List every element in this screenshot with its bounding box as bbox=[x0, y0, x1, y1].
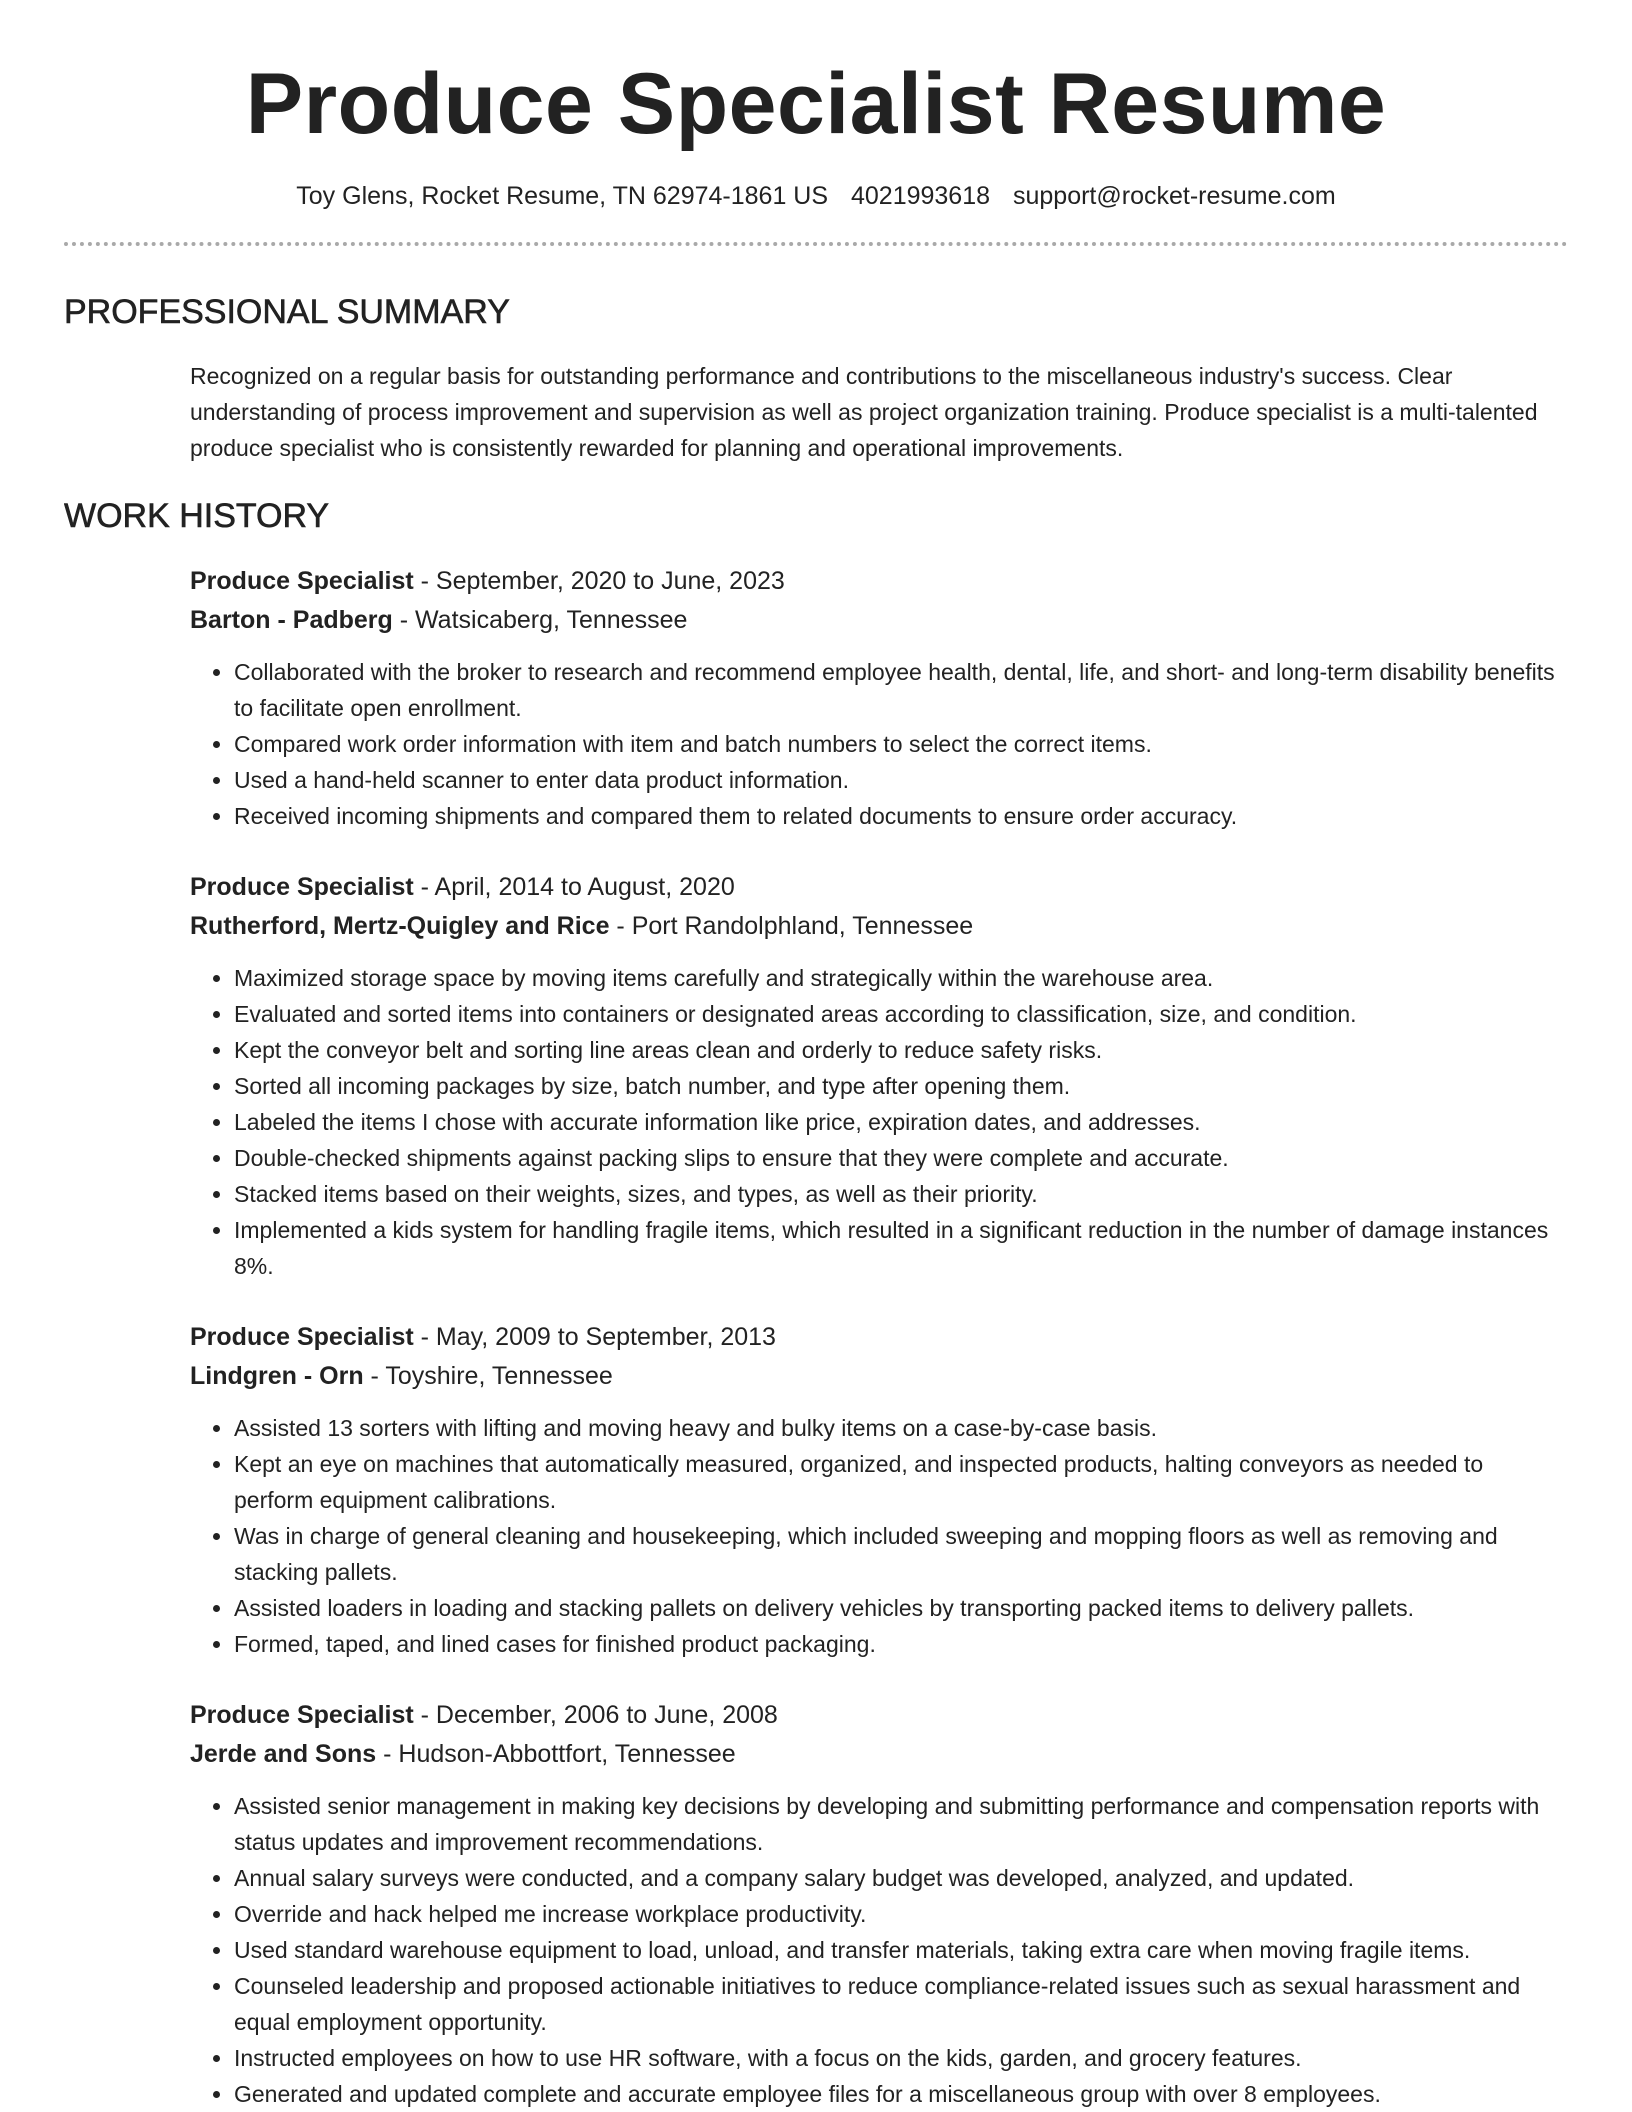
duty-item: • Implemented a kids system for handling fragile items, which resulted in a significant reduction in the number of damage instances 8%. bbox=[234, 1212, 1568, 1284]
contact-line bbox=[64, 180, 1568, 212]
duty-item: • Formed, taped, and lined cases for finished product packaging. bbox=[234, 1626, 1568, 1662]
duty-item: • Override and hack helped me increase workplace productivity. bbox=[234, 1896, 1568, 1932]
job-duties bbox=[190, 960, 1568, 1284]
job-company: Rutherford, Mertz-Quigley and Rice bbox=[190, 912, 610, 940]
job-company: Barton - Padberg bbox=[190, 606, 393, 634]
duty-item: • Sorted all incoming packages by size, batch number, and type after opening them. bbox=[234, 1068, 1568, 1104]
job-company-line bbox=[190, 907, 1568, 946]
duty-item: • Used standard warehouse equipment to load, unload, and transfer materials, taking extra care when moving fragile items. bbox=[234, 1932, 1568, 1968]
work-history-heading: WORK HISTORY bbox=[64, 497, 330, 535]
duty-item: • Evaluated and sorted items into containers or designated areas according to classification, size, and condition. bbox=[234, 996, 1568, 1032]
job-company: Jerde and Sons bbox=[190, 1740, 377, 1768]
job-company: Lindgren - Orn bbox=[190, 1362, 364, 1390]
duty-item: • Kept the conveyor belt and sorting line areas clean and orderly to reduce safety risks. bbox=[234, 1032, 1568, 1068]
duty-item: • Double-checked shipments against packing slips to ensure that they were complete and accurate. bbox=[234, 1140, 1568, 1176]
duty-item: • Counseled leadership and proposed actionable initiatives to reduce compliance-related issues such as sexual harassment and equal employment opportunity. bbox=[234, 1968, 1568, 2040]
contact-email: support@rocket-resume.com bbox=[1012, 182, 1336, 210]
duty-item: • Labeled the items I chose with accurate information like price, expiration dates, and addresses. bbox=[234, 1104, 1568, 1140]
duty-item: • Stacked items based on their weights, sizes, and types, as well as their priority. bbox=[234, 1176, 1568, 1212]
duty-item: • Annual salary surveys were conducted, and a company salary budget was developed, analyzed, and updated. bbox=[234, 1860, 1568, 1896]
header-divider bbox=[64, 242, 1568, 246]
job-title: Produce Specialist bbox=[190, 873, 414, 901]
job-company-line bbox=[190, 601, 1568, 640]
job-title: Produce Specialist bbox=[190, 1701, 414, 1729]
duty-item: • Generated and updated complete and accurate employee files for a miscellaneous group with over 8 employees. bbox=[234, 2076, 1568, 2112]
resume-page bbox=[64, 0, 1568, 2112]
job-dates: - September, 2020 to June, 2023 bbox=[413, 567, 785, 595]
duty-item: • Kept an eye on machines that automatically measured, organized, and inspected products, halting conveyors as needed to perform equipment calibrations. bbox=[234, 1446, 1568, 1518]
job-duties bbox=[190, 654, 1568, 834]
job-duties bbox=[190, 1788, 1568, 2112]
job-title: Produce Specialist bbox=[190, 1323, 414, 1351]
duty-item: • Was in charge of general cleaning and housekeeping, which included sweeping and mopping floors as well as removing and stacking pallets. bbox=[234, 1518, 1568, 1590]
duty-item: • Instructed employees on how to use HR software, with a focus on the kids, garden, and grocery features. bbox=[234, 2040, 1568, 2076]
contact-address: Toy Glens, Rocket Resume, TN 62974-1861 US bbox=[296, 182, 829, 210]
duty-item: • Received incoming shipments and compared them to related documents to ensure order accuracy. bbox=[234, 798, 1568, 834]
job-entry bbox=[190, 562, 1568, 834]
job-company-line bbox=[190, 1357, 1568, 1396]
contact-phone: 4021993618 bbox=[850, 182, 991, 210]
resume-title: Produce Specialist Resume bbox=[245, 56, 1387, 152]
job-entry bbox=[190, 1318, 1568, 1662]
duty-item: • Used a hand-held scanner to enter data product information. bbox=[234, 762, 1568, 798]
job-title: Produce Specialist bbox=[190, 567, 414, 595]
duty-item: • Collaborated with the broker to research and recommend employee health, dental, life, and short- and long-term disability benefits to facilitate open enrollment. bbox=[234, 654, 1568, 726]
job-title-line bbox=[190, 1696, 1568, 1735]
job-list bbox=[190, 562, 1568, 2112]
job-title-line bbox=[190, 562, 1568, 601]
job-location: - Watsicaberg, Tennessee bbox=[392, 606, 688, 634]
job-entry bbox=[190, 1696, 1568, 2112]
job-dates: - December, 2006 to June, 2008 bbox=[413, 1701, 778, 1729]
duty-item: • Assisted loaders in loading and stacking pallets on delivery vehicles by transporting packed items to delivery pallets. bbox=[234, 1590, 1568, 1626]
summary-heading: PROFESSIONAL SUMMARY bbox=[64, 293, 510, 331]
job-title-line bbox=[190, 1318, 1568, 1357]
job-dates: - April, 2014 to August, 2020 bbox=[413, 873, 735, 901]
job-location: - Hudson-Abbottfort, Tennessee bbox=[376, 1740, 736, 1768]
job-duties bbox=[190, 1410, 1568, 1662]
job-company-line bbox=[190, 1735, 1568, 1774]
job-dates: - May, 2009 to September, 2013 bbox=[413, 1323, 776, 1351]
duty-item: • Assisted 13 sorters with lifting and moving heavy and bulky items on a case-by-case basis. bbox=[234, 1410, 1568, 1446]
duty-item: • Compared work order information with item and batch numbers to select the correct items. bbox=[234, 726, 1568, 762]
job-location: - Toyshire, Tennessee bbox=[363, 1362, 613, 1390]
job-location: - Port Randolphland, Tennessee bbox=[609, 912, 974, 940]
duty-item: • Assisted senior management in making key decisions by developing and submitting performance and compensation reports with status updates and improvement recommendations. bbox=[234, 1788, 1568, 1860]
job-title-line bbox=[190, 868, 1568, 907]
summary-text: Recognized on a regular basis for outstanding performance and contributions to the miscellaneous industry's success. Clear understanding of process improvement and supervision as well as project organization training. Produce specialist is a multi-talented produce specialist who is consistently rewarded for planning and operational improvements. bbox=[190, 363, 1538, 461]
job-entry bbox=[190, 868, 1568, 1284]
duty-item: • Maximized storage space by moving items carefully and strategically within the warehouse area. bbox=[234, 960, 1568, 996]
